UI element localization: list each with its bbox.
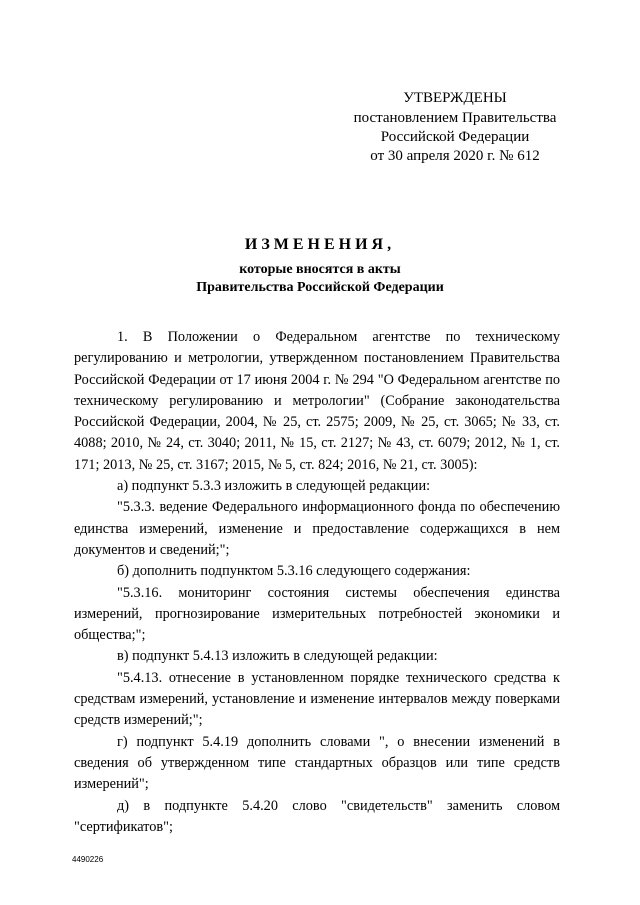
paragraph-b: б) дополнить подпунктом 5.3.16 следующего содержания: [117, 563, 471, 580]
paragraph-a: а) подпункт 5.3.3 изложить в следующей редакции: [117, 478, 431, 495]
document-body [74, 327, 560, 838]
document-subtitle-1: которые вносятся в акты [239, 262, 401, 277]
approval-line-date: от 30 апреля 2020 г. № 612 [370, 148, 540, 164]
paragraph-a-text: "5.3.3. ведение Федерального информационного фонда по обеспечению единства измерений, изменение и предоставление содержащихся в нем документов и сведений;"; [74, 499, 560, 558]
document-subtitle-2: Правительства Российской Федерации [196, 280, 444, 295]
approval-line-decree: постановлением Правительства [353, 110, 557, 126]
paragraph-b-text: "5.3.16. мониторинг состояния системы обеспечения единства измерений, прогнозирование измерительных потребностей экономики и общества;"; [74, 584, 560, 644]
paragraph-v-text: "5.4.13. отнесение в установленном порядке технического средства к средствам измерений, установление и изменение интервалов между поверками средств измерений;"; [74, 669, 560, 729]
footer-document-code: 4490226 [72, 855, 104, 864]
approval-line-government: Российской Федерации [380, 129, 530, 145]
paragraph-g: г) подпункт 5.4.19 дополнить словами ", о внесении изменений в сведения об утвержденном типе стандартных образцов или типе средств измерений"; [74, 733, 560, 793]
approval-title: УТВЕРЖДЕНЫ [403, 90, 507, 106]
document-heading: ИЗМЕНЕНИЯ, [244, 236, 396, 253]
paragraph-1: 1. В Положении о Федеральном агентстве по техническому регулированию и метрологии, утвержденном постановлением Правительства Российской Федерации от 17 июня 2004 г. № 294 "О Федеральном агентстве по техническому регулированию и метрологии" (Собрание законодательства Российской Федерации, 2004, № 25, ст. 2575; 2009, № 25, ст. 3065; № 33, ст. 4088; 2010, № 24, ст. 3040; 2011, № 15, ст. 2127; № 43, ст. 6079; 2012, № 1, ст. 171; 2013, № 25, ст. 3167; 2015, № 5, ст. 824; 2016, № 21, ст. 3005): [74, 329, 560, 473]
paragraph-d: д) в подпункте 5.4.20 слово "свидетельств" заменить словом "сертификатов"; [74, 797, 560, 835]
paragraph-v: в) подпункт 5.4.13 изложить в следующей редакции: [117, 648, 438, 665]
